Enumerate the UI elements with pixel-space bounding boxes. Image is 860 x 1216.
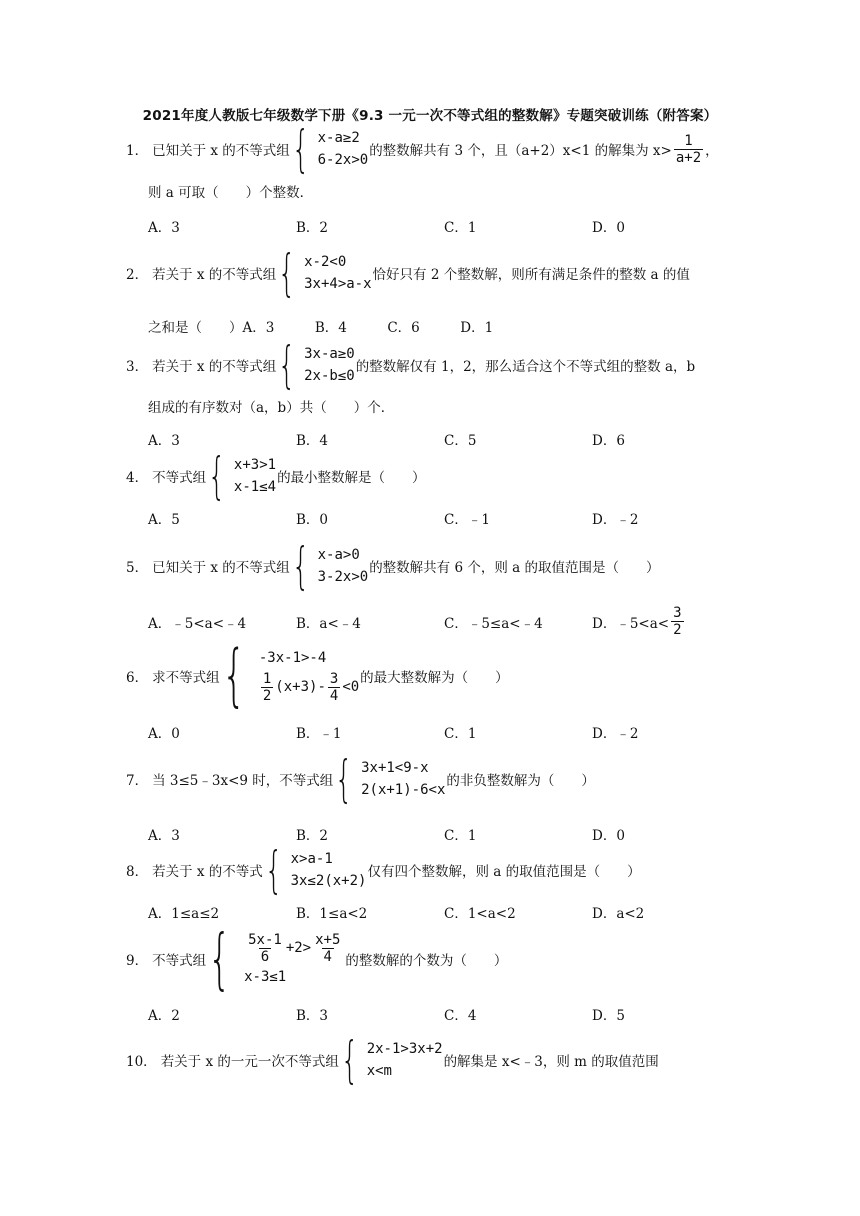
left-brace: {	[264, 841, 283, 899]
question-text: 当 3≤5﹣3x<9 时，不等式组	[152, 773, 334, 789]
question-text: 若关于 x 的不等式组	[152, 267, 277, 283]
option-b[interactable]: B．2	[296, 828, 329, 844]
inequality-system	[291, 120, 369, 178]
question-text: 仅有四个整数解，则 a 的取值范围是（ ）	[367, 864, 641, 880]
option-d[interactable]: D．0	[592, 220, 625, 236]
option-a[interactable]: A．5	[148, 512, 180, 528]
question-number: 2．	[126, 267, 149, 283]
inequality-system	[278, 336, 355, 394]
option-d[interactable]: D．0	[592, 828, 625, 844]
question-2-line2: 之和是（ ）A．3 B．4 C．6 D．1	[148, 320, 494, 336]
question-9	[126, 920, 740, 997]
option-c[interactable]: C．1<a<2	[444, 906, 516, 922]
fraction-denominator: 4	[323, 948, 332, 965]
inequality-system	[335, 750, 446, 808]
question-number: 5．	[126, 560, 149, 576]
option-a[interactable]: A．1≤a≤2	[148, 906, 220, 922]
question-text: 的整数解共有 6 个，则 a 的取值范围是（ ）	[369, 560, 660, 576]
fraction-numerator: 1	[262, 670, 272, 687]
inequality-row: 6-2x>0	[317, 152, 369, 168]
question-text: 的整数解仅有 1，2，那么适合这个不等式组的整数 a，b	[355, 359, 696, 375]
question-number: 4．	[126, 470, 149, 486]
inequality-system	[340, 1031, 443, 1089]
option-c[interactable]: C．1	[444, 828, 477, 844]
question-text: 求不等式组	[152, 670, 220, 686]
inequality-system	[221, 636, 360, 715]
inequality-row: 2x-1>3x+2	[366, 1041, 443, 1057]
left-brace: {	[291, 120, 310, 178]
option-a[interactable]: A．0	[148, 726, 180, 742]
left-brace: {	[340, 1031, 359, 1089]
options-q5	[148, 605, 740, 638]
inequality-row: x<m	[366, 1063, 392, 1079]
left-brace: {	[221, 636, 246, 715]
question-text: 若关于 x 的不等式	[152, 864, 263, 880]
option-c[interactable]: C．1	[444, 726, 477, 742]
option-d[interactable]: D．5	[592, 1008, 625, 1024]
left-brace: {	[335, 750, 353, 808]
option-c[interactable]: C．5	[444, 433, 477, 449]
fraction-denominator: 2	[673, 622, 682, 638]
options-q3	[148, 429, 740, 449]
fraction	[674, 133, 703, 166]
question-1	[126, 120, 740, 178]
inequality-system	[278, 244, 372, 302]
question-2	[126, 244, 740, 302]
fraction	[328, 671, 340, 704]
options-q4	[148, 508, 740, 528]
question-1-line2: 则 a 可取（ ）个整数．	[148, 185, 314, 201]
options-q9	[148, 1004, 740, 1024]
question-4	[126, 447, 740, 505]
question-text: 已知关于 x 的不等式组	[152, 560, 290, 576]
left-brace: {	[278, 244, 296, 302]
question-5	[126, 537, 740, 595]
question-number: 7．	[126, 773, 149, 789]
question-number: 8．	[126, 864, 149, 880]
option-b[interactable]: B．a<﹣4	[296, 615, 361, 632]
question-text: 不等式组	[152, 953, 207, 969]
inequality-row	[259, 669, 359, 705]
inequality-system	[291, 537, 369, 595]
inequality-row: x+3>1	[233, 457, 277, 473]
question-text: 的整数解的个数为（ ）	[345, 953, 508, 969]
question-text: 的最小整数解是（ ）	[277, 470, 426, 486]
question-text: 已知关于 x 的不等式组	[152, 143, 290, 159]
inequality-row: 3-2x>0	[317, 569, 369, 585]
inequality-row: x>a-1	[290, 851, 333, 867]
question-6	[126, 636, 740, 715]
option-d[interactable]: D．﹣2	[592, 512, 639, 528]
inequality-row: 3x+1<9-x	[361, 760, 429, 776]
option-c[interactable]: C．﹣5≤a<﹣4	[444, 615, 543, 632]
option-a[interactable]: A．3	[148, 220, 180, 236]
option-c[interactable]: C．﹣1	[444, 512, 490, 528]
question-text: ，	[705, 143, 719, 159]
question-7	[126, 750, 740, 808]
question-text: 恰好只有 2 个整数解，则所有满足条件的整数 a 的值	[372, 267, 690, 283]
option-b[interactable]: B．0	[296, 512, 329, 528]
question-3-line2: 组成的有序数对（a，b）共（ ）个．	[148, 400, 395, 416]
option-d-text: D．﹣5<a<	[592, 615, 670, 632]
fraction-denominator: a+2	[675, 149, 702, 166]
option-b[interactable]: B．1≤a<2	[296, 906, 368, 922]
question-8	[126, 841, 740, 899]
question-number: 10．	[126, 1054, 157, 1070]
option-b[interactable]: B．4	[296, 433, 329, 449]
option-a[interactable]: A．﹣5<a<﹣4	[148, 615, 247, 632]
inequality-row: 3x+4>a-x	[304, 276, 372, 292]
fraction-numerator: 1	[684, 132, 693, 149]
inequality-row: 2x-b≤0	[304, 368, 355, 384]
option-d[interactable]: D．a<2	[592, 906, 645, 922]
fraction	[671, 605, 683, 638]
option-b[interactable]: B．2	[296, 220, 329, 236]
inequality-system	[264, 841, 367, 899]
option-d[interactable]: D．6	[592, 433, 625, 449]
option-d[interactable]	[592, 605, 740, 638]
fraction-denominator: 6	[260, 948, 270, 965]
fraction	[261, 671, 273, 704]
inequality-row: 3x-a≥0	[304, 346, 355, 362]
question-text: 若关于 x 的一元一次不等式组	[160, 1054, 339, 1070]
option-c[interactable]: C．1	[444, 220, 477, 236]
left-brace: {	[278, 336, 296, 394]
inequality-row: -3x-1>-4	[258, 650, 327, 666]
question-3	[126, 336, 740, 394]
question-text: 的解集是 x<﹣3，则 m 的取值范围	[443, 1054, 659, 1070]
question-number: 6．	[126, 670, 149, 686]
question-text: 的整数解共有 3 个，且（a+2）x<1 的解集为 x>	[369, 143, 672, 159]
option-b[interactable]: B．﹣1	[296, 726, 342, 742]
question-number: 1．	[126, 143, 149, 159]
options-q8	[148, 902, 740, 922]
fraction-numerator: x+5	[315, 931, 341, 948]
fraction-denominator: 2	[262, 687, 272, 704]
inequality-row: 3x≤2(x+2)	[290, 873, 367, 889]
question-text: 的最大整数解为（ ）	[360, 670, 509, 686]
inequality-row: x-1≤4	[233, 479, 277, 495]
question-text: 若关于 x 的不等式组	[152, 359, 277, 375]
document-title: 2021年度人教版七年级数学下册《9.3 一元一次不等式组的整数解》专题突破训练（附答案）	[142, 108, 718, 124]
fraction-denominator: 4	[329, 687, 339, 704]
left-brace: {	[208, 920, 232, 997]
fraction	[313, 932, 342, 965]
inequality-text: +2>	[285, 940, 312, 956]
option-c[interactable]: C．4	[444, 1008, 477, 1024]
inequality-row: x-a≥2	[317, 130, 360, 146]
inequality-text: (x+3)-	[275, 679, 326, 695]
options-q6	[148, 722, 740, 742]
left-brace: {	[291, 537, 310, 595]
question-number: 9．	[126, 953, 149, 969]
question-text: 不等式组	[152, 470, 207, 486]
inequality-system	[208, 920, 344, 997]
options-q7	[148, 824, 740, 844]
fraction-numerator: 5x-1	[248, 931, 282, 948]
left-brace: {	[208, 447, 226, 505]
option-b[interactable]: B．3	[296, 1008, 329, 1024]
inequality-system	[208, 447, 277, 505]
fraction-numerator: 3	[673, 605, 682, 621]
option-a[interactable]: A．3	[148, 828, 180, 844]
fraction-numerator: 3	[329, 670, 339, 687]
options-q1	[148, 216, 740, 236]
question-text: 的非负整数解为（ ）	[446, 773, 595, 789]
inequality-row: x-2<0	[304, 254, 347, 270]
inequality-text: <0	[342, 679, 360, 695]
fraction	[246, 932, 284, 965]
inequality-row: x-3≤1	[244, 969, 287, 985]
inequality-row: x-a>0	[317, 547, 360, 563]
inequality-row	[244, 930, 344, 966]
option-a[interactable]: A．3	[148, 433, 180, 449]
question-10	[126, 1031, 760, 1089]
option-a[interactable]: A．2	[148, 1008, 180, 1024]
option-d[interactable]: D．﹣2	[592, 726, 639, 742]
question-number: 3．	[126, 359, 149, 375]
inequality-row: 2(x+1)-6<x	[361, 782, 446, 798]
